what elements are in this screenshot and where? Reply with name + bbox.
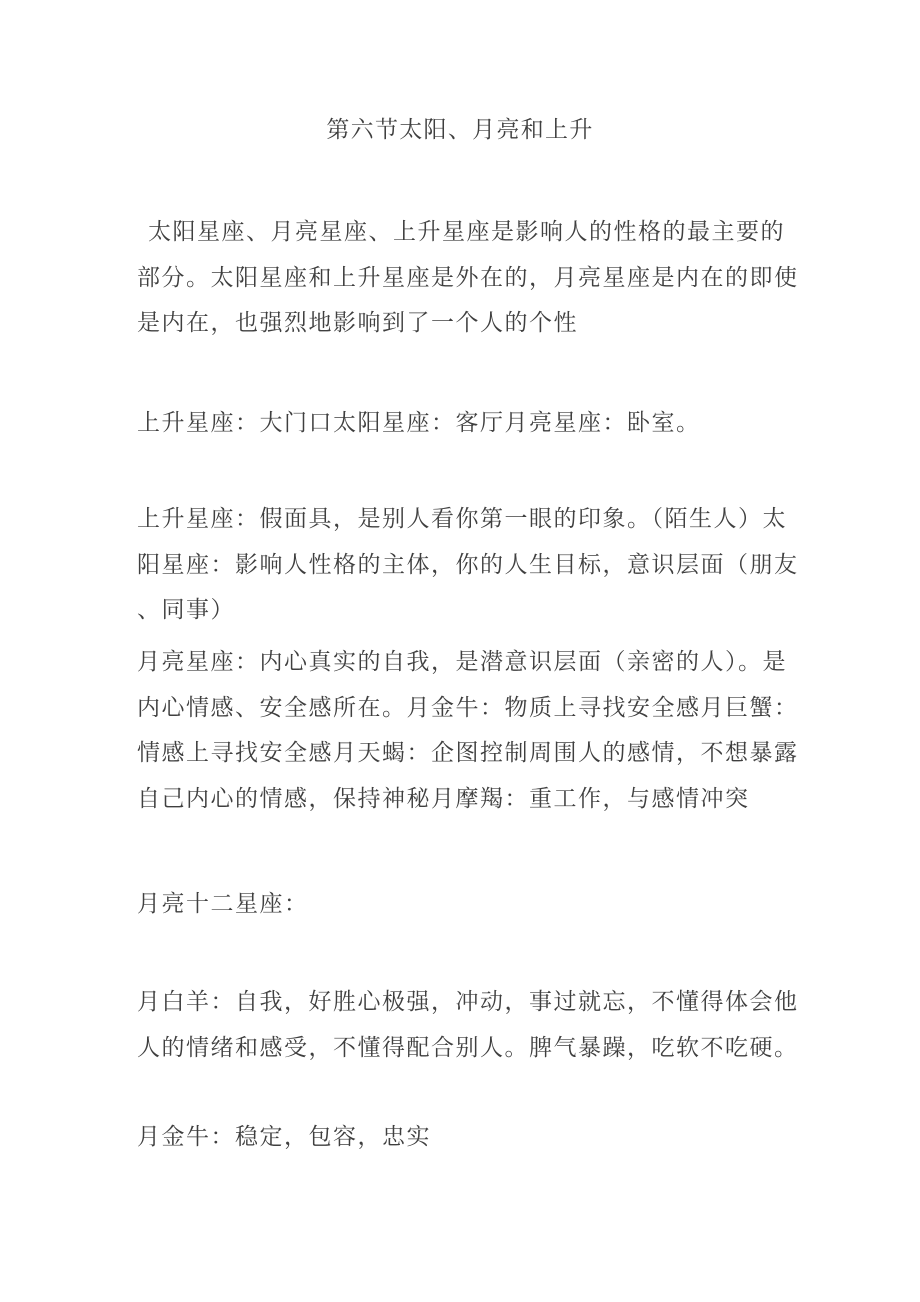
text-line: 月金牛：稳定，包容，忠实 [137, 1123, 431, 1149]
text-line: 上升星座：假面具，是别人看你第一眼的印象。（陌生人）太 [137, 505, 787, 531]
paragraph-moon-taurus [137, 1114, 837, 1160]
text-line: 人的情绪和感受，不懂得配合别人。脾气暴躁，吃软不吃硬。 [137, 1033, 799, 1060]
text-line: 月亮十二星座： [137, 890, 309, 916]
page-title: 第六节太阳、月亮和上升 [326, 116, 594, 142]
paragraph-intro [137, 209, 837, 346]
text-line: 上升星座：大门口太阳星座：客厅月亮星座：卧室。 [137, 409, 701, 435]
text-line: 是内在，也强烈地影响到了一个人的个性 [137, 309, 578, 335]
paragraph-moon-aries [137, 979, 837, 1070]
text-line: 阳星座：影响人性格的主体，你的人生目标，意识层面（朋友 [137, 550, 799, 577]
paragraph-moon-sign [137, 639, 837, 821]
text-line: 部分。太阳星座和上升星座是外在的，月亮星座是内在的即使 [137, 263, 799, 290]
paragraph-houses [137, 400, 837, 446]
text-line: 自己内心的情感，保持神秘月摩羯：重工作，与感情冲突 [137, 784, 750, 811]
text-line: 、同事） [137, 596, 235, 622]
text-line: 月亮星座：内心真实的自我，是潜意识层面（亲密的人）。是 [137, 648, 787, 674]
text-line: 内心情感、安全感所在。月金牛：物质上寻找安全感月巨蟹： [137, 693, 799, 720]
text-line: 情感上寻找安全感月天蝎：企图控制周围人的感情，不想暴露 [137, 739, 799, 765]
paragraph-rising-sun [137, 496, 837, 633]
text-line: 太阳星座、月亮星座、上升星座是影响人的性格的最主要的 [148, 218, 785, 244]
heading-moon-twelve [137, 881, 837, 927]
text-line: 月白羊：自我，好胜心极强，冲动，事过就忘，不懂得体会他 [137, 988, 799, 1014]
